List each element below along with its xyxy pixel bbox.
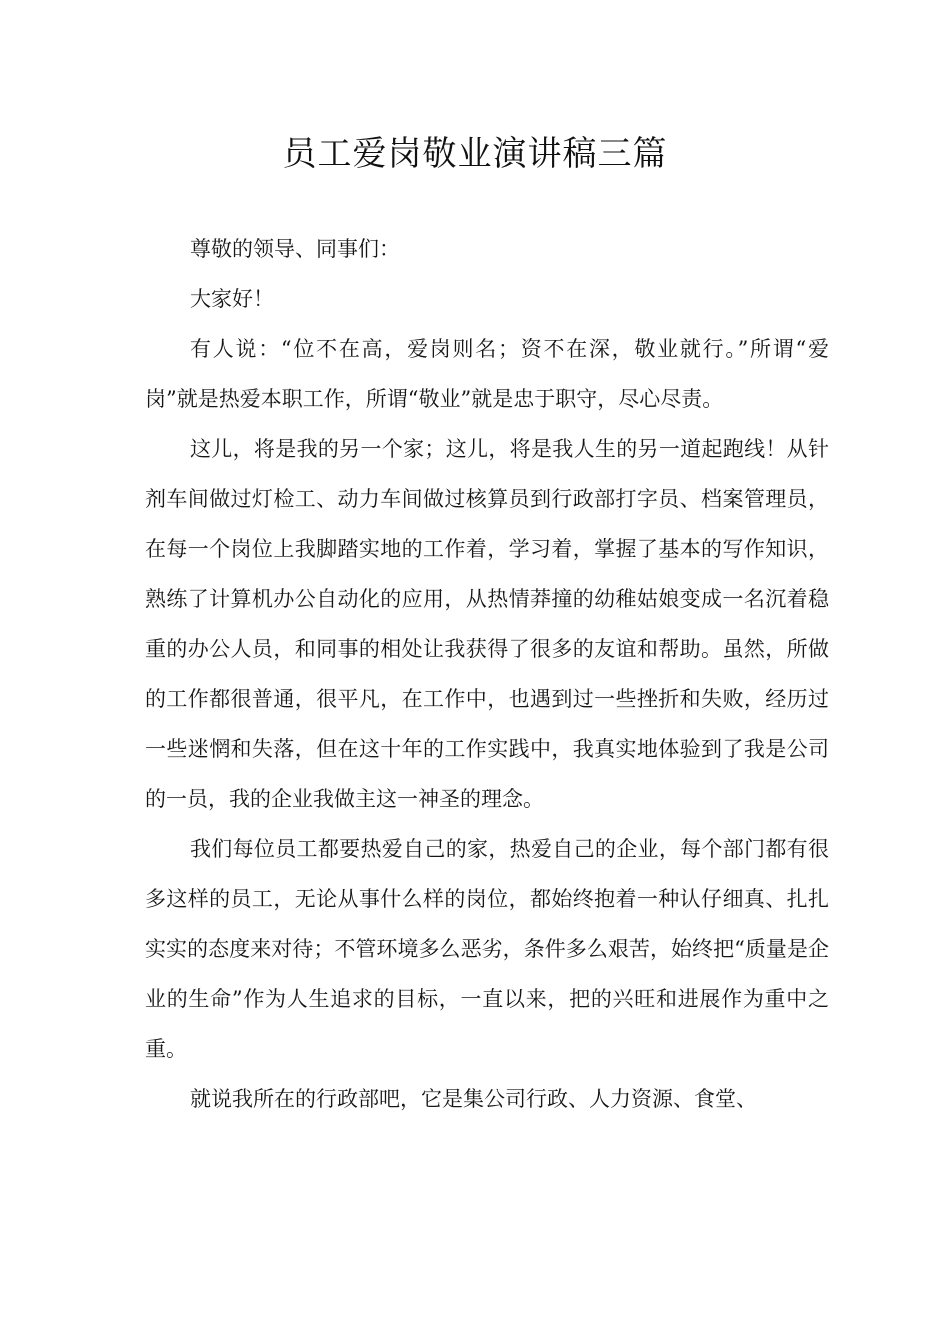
body-paragraph: 这儿，将是我的另一个家；这儿，将是我人生的另一道起跑线！从针剂车间做过灯检工、动力车间做过核算员到行政部打字员、档案管理员，在每一个岗位上我脚踏实地的工作着，学习着，掌握了基本的写作知识，熟练了计算机办公自动化的应用，从热情莽撞的幼稚姑娘变成一名沉着稳重的办公人员，和同事的相处让我获得了很多的友谊和帮助。虽然，所做的工作都很普通，很平凡，在工作中，也遇到过一些挫折和失败，经历过一些迷惘和失落，但在这十年的工作实践中，我真实地体验到了我是公司的一员，我的企业我做主这一神圣的理念。 xyxy=(145,437,829,811)
body-paragraph: 有人说：“位不在高，爱岗则名；资不在深，敬业就行。”所谓“爱岗”就是热爱本职工作，所谓“敬业”就是忠于职守，尽心尽责。 xyxy=(145,337,829,411)
salutation: 尊敬的领导、同事们： xyxy=(190,237,400,261)
document-title: 员工爱岗敬业演讲稿三篇 xyxy=(282,134,668,174)
body-paragraph: 我们每位员工都要热爱自己的家，热爱自己的企业，每个部门都有很多这样的员工，无论从事什么样的岗位，都始终抱着一种认仔细真、扎扎实实的态度来对待；不管环境多么恶劣，条件多么艰苦，始终把“质量是企业的生命”作为人生追求的目标，一直以来，把的兴旺和进展作为重中之重。 xyxy=(145,837,829,1061)
greeting: 大家好！ xyxy=(190,287,274,311)
body-paragraph: 就说我所在的行政部吧，它是集公司行政、人力资源、食堂、 xyxy=(190,1087,757,1111)
document-body xyxy=(145,224,829,1124)
